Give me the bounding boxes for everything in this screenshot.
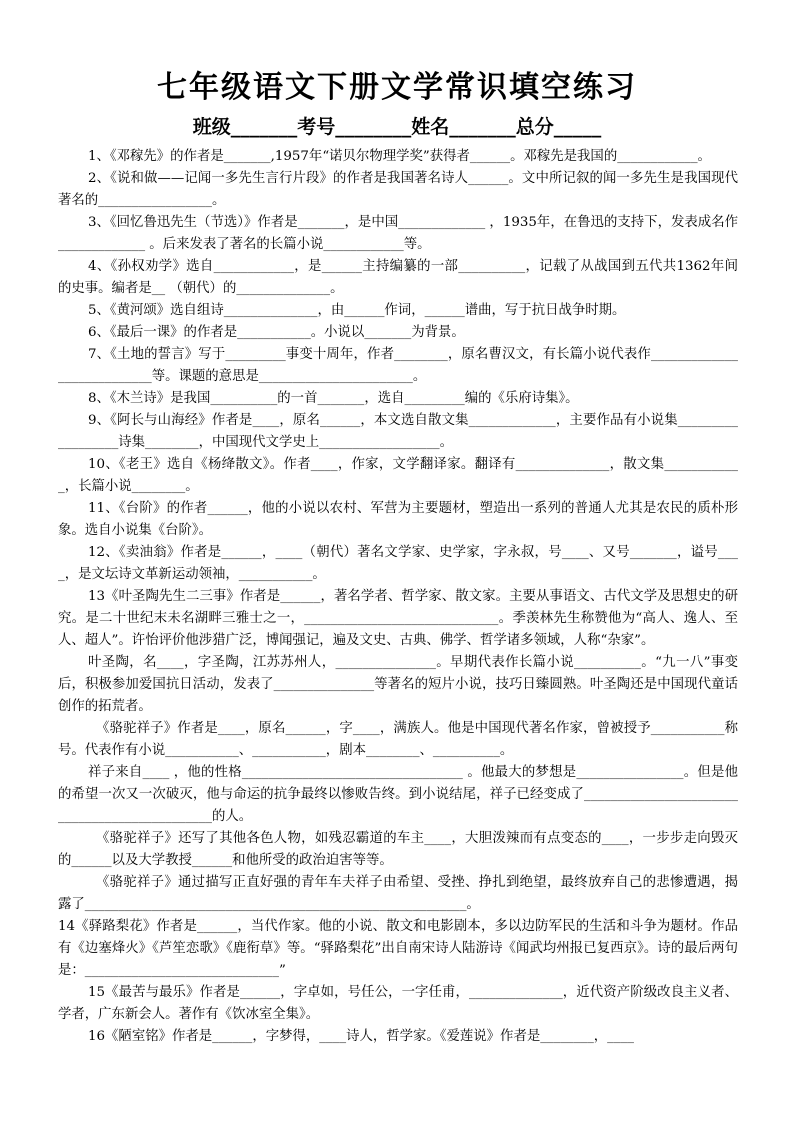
question-7: 7、《土地的誓言》写于_________事变十周年，作者________，原名曹汉文，有长篇小说代表作___________________________等。课题的意思是_______________________。 [58, 347, 738, 384]
question-9: 9、《阿长与山海经》作者是____，原名______，本文选自散文集_____________，主要作品有小说集__________________诗集________，中国现代文学史上__________________。 [58, 413, 738, 450]
page-title: 七年级语文下册文学常识填空练习 [157, 70, 637, 105]
question-xiangzi-theme: 《骆驼祥子》通过描写正直好强的青年车夫祥子由希望、受挫、挣扎到绝望，最终放弃自己的悲惨遭遇，揭露了_________________________________________________________。 [58, 875, 738, 912]
question-13-ye-shengtao: 叶圣陶，名____，字圣陶，江苏苏州人，_______________。早期代表作长篇小说__________。“九一八”事变后，积极参加爱国抗日活动，发表了_______________等著名的短片小说，技巧日臻圆熟。叶圣陶还是中国现代童话创作的拓荒者。 [58, 655, 738, 714]
question-list [58, 146, 738, 1048]
question-3: 3、《回忆鲁迅先生（节选）》作者是_______，是中国_____________ ，1935年，在鲁迅的支持下，发表成名作_____________ 。后来发表了著名的长篇小说____________等。 [58, 215, 738, 252]
question-16: 16《陋室铭》作者是______，字梦得，____诗人，哲学家。《爱莲说》作者是________，____ [88, 1029, 634, 1044]
question-1: 1、《邓稼先》的作者是_______,1957年“诺贝尔物理学奖”获得者______。邓稼先是我国的____________。 [88, 149, 711, 164]
question-2: 2、《说和做——记闻一多先生言行片段》的作者是我国著名诗人______。文中所记叙的闻一多先生是我国现代著名的_________________。 [58, 171, 738, 208]
question-xiangzi-character: 祥子来自____ ，他的性格_________________________________ 。他最大的梦想是________________。但是他的希望一次又一次破灭，他与命运的抗争最终以惨败告终。到小说结尾，祥子已经变成了______________________________________________的人。 [58, 765, 738, 824]
question-11: 11、《台阶》的作者______，他的小说以农村、军营为主要题材，塑造出一系列的普通人尤其是农民的质朴形象。选自小说集《台阶》。 [58, 501, 738, 538]
question-8: 8、《木兰诗》是我国__________的一首_______，选自_________编的《乐府诗集》。 [88, 391, 579, 406]
question-15: 15《最苦与最乐》作者是______，字卓如，号任公，一字任甫，______________，近代资产阶级改良主义者、学者，广东新会人。著作有《饮冰室全集》。 [58, 985, 738, 1022]
question-6: 6、《最后一课》的作者是___________。小说以_______为背景。 [88, 325, 465, 340]
question-5: 5、《黄河颂》选自组诗______________，由______作词，______谱曲，写于抗日战争时期。 [88, 303, 626, 318]
question-10: 10、《老王》选自《杨绛散文》。作者____，作家，文学翻译家。翻译有______________，散文集____________，长篇小说________。 [58, 457, 738, 494]
question-14: 14《驿路梨花》作者是______，当代作家。他的小说、散文和电影剧本，多以边防军民的生活和斗争为题材。作品有《边塞烽火》《芦笙恋歌》《鹿衔草》等。“驿路梨花”出自南宋诗人陆游诗《闻武均州报已复西京》。诗的最后两句是：_____________________________” [58, 919, 738, 978]
question-luotuo-xiangzi-author: 《骆驼祥子》作者是____，原名______，字____，满族人。他是中国现代著名作家，曾被授予___________称号。代表作有小说___________、___________，剧本________、__________。 [58, 721, 738, 758]
question-12: 12、《卖油翁》作者是______，____（朝代）著名文学家、史学家，字永叔，号____、又号_______，谥号____，是文坛诗文革新运动领袖，___________。 [58, 545, 738, 582]
question-xiangzi-other-characters: 《骆驼祥子》还写了其他各色人物，如残忍霸道的车主____，大胆泼辣而有点变态的____，一步步走向毁灭的______以及大学教授______和他所受的政治迫害等等。 [58, 831, 738, 868]
question-4: 4、《孙权劝学》选自____________，是______主持编纂的一部__________，记载了从战国到五代共1362年间的史事。编者是__ （朝代）的______________。 [58, 259, 738, 296]
question-13: 13《叶圣陶先生二三事》作者是______，著名学者、哲学家、散文家。主要从事语文、古代文学及思想史的研究。是二十世纪末未名湖畔三雅士之一，_____________________________。季羡林先生称赞他为“高人、逸人、至人、超人”。许怡评价他涉猎广泛，博闻强记，遍及文史、古典、佛学、哲学诸多领域，人称“杂家”。 [58, 589, 738, 648]
student-info-line: 班级_______考号________姓名_______总分_____ [192, 116, 602, 138]
